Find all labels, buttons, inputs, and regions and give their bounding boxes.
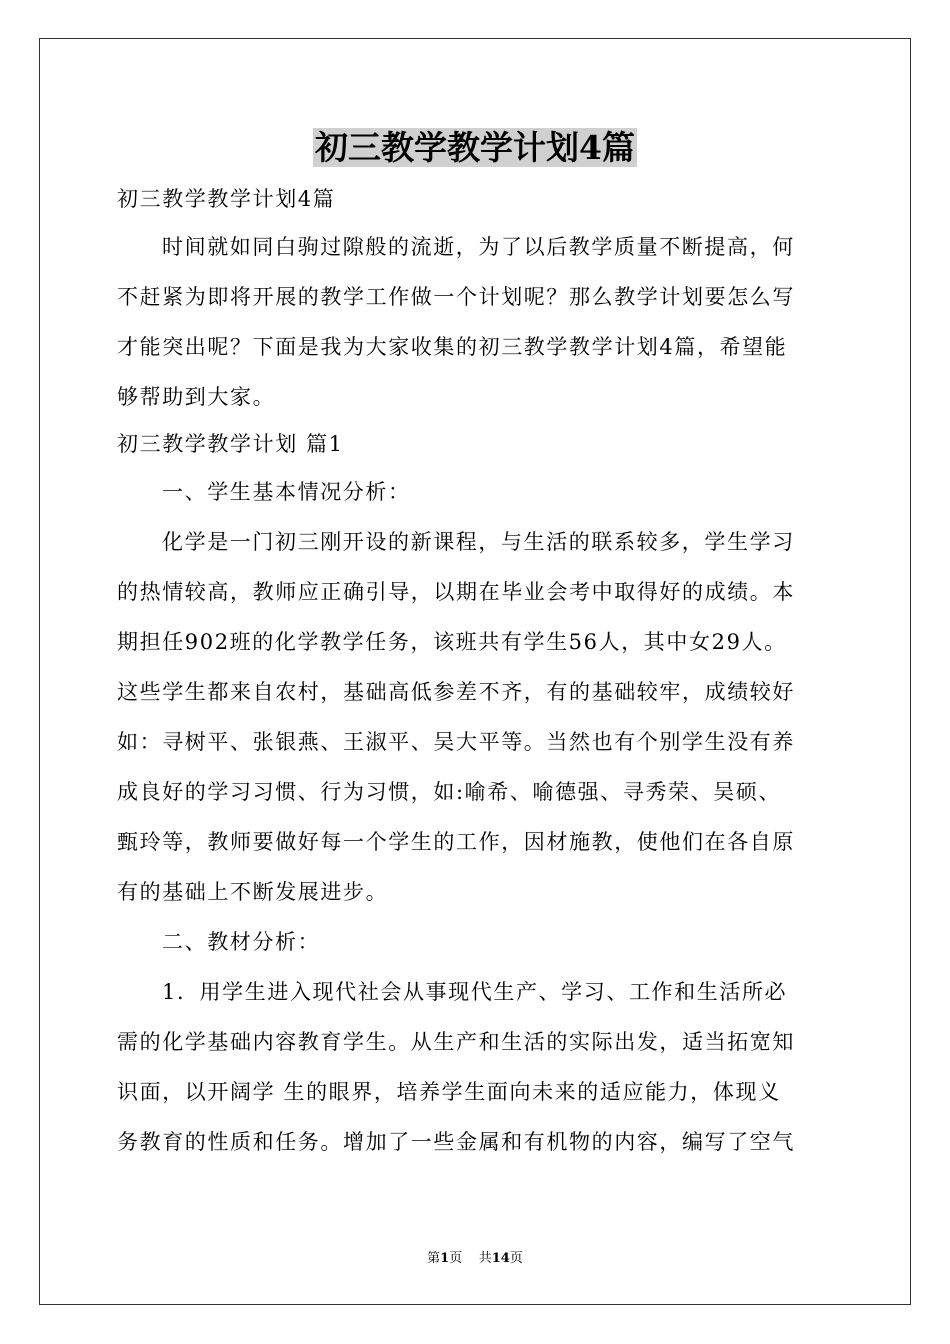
footer-total-suffix: 页 [509, 1251, 523, 1266]
page-footer [0, 1247, 950, 1266]
footer-total-pages: 14 [491, 1251, 510, 1266]
paragraph-line: 成良好的学习习惯、行为习惯，如:喻希、喻德强、寻秀荣、吴硕、 [117, 780, 782, 804]
paragraph-line: 期担任902班的化学教学任务，该班共有学生56人，其中女29人。 [117, 630, 787, 654]
paragraph-line: 甄玲等，教师要做好每一个学生的工作，因材施教，使他们在各自原 [117, 830, 795, 854]
footer-page-suffix: 页 [449, 1251, 463, 1266]
footer-page-prefix: 第 [427, 1251, 441, 1266]
paragraph-line: 时间就如同白驹过隙般的流逝，为了以后教学质量不断提高，何 [162, 235, 795, 259]
document-title-wrap [0, 126, 950, 170]
paragraph-line: 如：寻树平、张银燕、王淑平、吴大平等。当然也有个别学生没有养 [117, 730, 795, 754]
paragraph-line: 才能突出呢？下面是我为大家收集的初三教学教学计划4篇，希望能 [117, 335, 788, 359]
paragraph-line: 需的化学基础内容教育学生。从生产和生活的实际出发，适当拓宽知 [117, 1030, 795, 1054]
paragraph-line: 不赶紧为即将开展的教学工作做一个计划呢？那么教学计划要怎么写 [117, 285, 795, 309]
paragraph-line: 的热情较高，教师应正确引导，以期在毕业会考中取得好的成绩。本 [117, 580, 795, 604]
document-subtitle: 初三教学教学计划4篇 [117, 187, 336, 211]
paragraph-line: 务教育的性质和任务。增加了一些金属和有机物的内容，编写了空气 [117, 1130, 795, 1154]
paragraph-line: 一、学生基本情况分析： [162, 480, 411, 504]
paragraph-line: 初三教学教学计划 篇1 [117, 432, 344, 456]
footer-page-number: 1 [440, 1251, 450, 1266]
footer-total-prefix: 共 [478, 1251, 492, 1266]
paragraph-line: 化学是一门初三刚开设的新课程，与生活的联系较多，学生学习 [162, 530, 795, 554]
paragraph-line: 够帮助到大家。 [117, 385, 276, 409]
paragraph-line: 识面，以开阔学 生的眼界，培养学生面向未来的适应能力，体现义 [117, 1080, 781, 1104]
paragraph-line: 1．用学生进入现代社会从事现代生产、学习、工作和生活所必 [162, 980, 788, 1004]
paragraph-line: 二、教材分析： [162, 930, 321, 954]
document-title: 初三教学教学计划4篇 [315, 128, 635, 167]
paragraph-line: 这些学生都来自农村，基础高低参差不齐，有的基础较牢，成绩较好 [117, 680, 795, 704]
document-body [117, 177, 833, 1167]
paragraph-line: 有的基础上不断发展进步。 [117, 880, 389, 904]
